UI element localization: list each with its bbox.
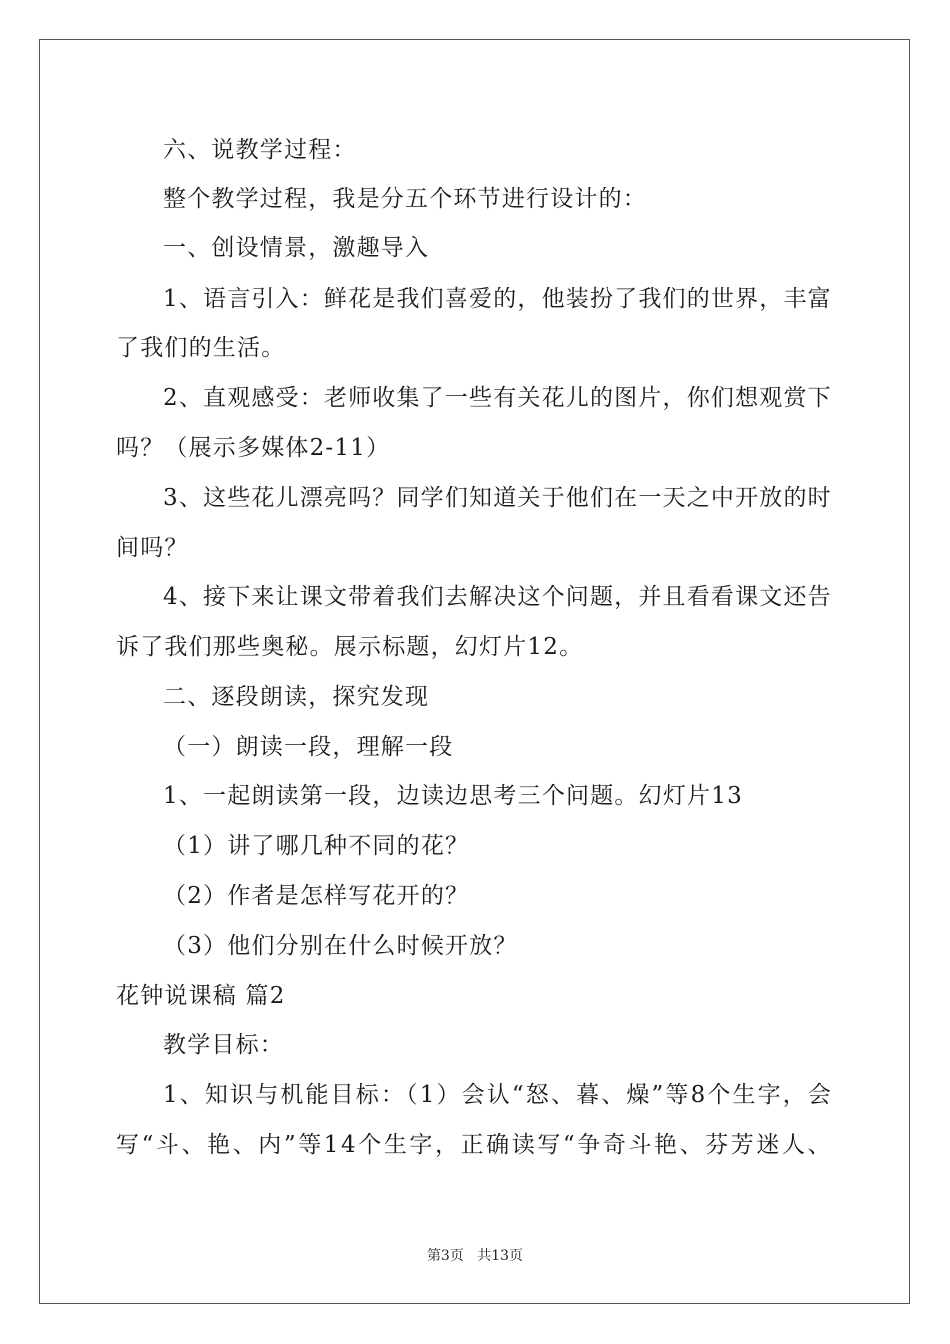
section-heading: 二、逐段朗读，探究发现 (163, 684, 430, 710)
text-line: 了我们的生活。 (116, 335, 286, 361)
text-line: 间吗？ (116, 535, 189, 561)
text-line: 3、这些花儿漂亮吗？同学们知道关于他们在一天之中开放的时 (163, 485, 832, 511)
subsection-heading: （一）朗读一段，理解一段 (163, 734, 454, 760)
text-line: 整个教学过程，我是分五个环节进行设计的： (163, 186, 647, 212)
text-line: 2、直观感受：老师收集了一些有关花儿的图片，你们想观赏下 (163, 385, 832, 411)
page-footer (0, 1247, 950, 1265)
text-line: 吗？（展示多媒体2-11） (116, 435, 391, 461)
text-line: 1、一起朗读第一段，边读边思考三个问题。幻灯片13 (163, 783, 743, 809)
text-line: 1、知识与机能目标：（1）会认“怒、暮、燥”等8个生字，会 (163, 1082, 834, 1108)
section-heading: 教学目标： (163, 1032, 284, 1058)
text-line: 4、接下来让课文带着我们去解决这个问题，并且看看课文还告 (163, 584, 832, 610)
text-line: 诉了我们那些奥秘。展示标题，幻灯片12。 (116, 634, 584, 660)
text-line: 六、说教学过程： (163, 137, 357, 163)
page-border (39, 39, 910, 1304)
section-heading: 一、创设情景，激趣导入 (163, 235, 430, 261)
question-item: （3）他们分别在什么时候开放？ (163, 933, 518, 959)
page-number: 第3页 (426, 1248, 464, 1264)
text-line: 写“斗、艳、内”等14个生字，正确读写“争奇斗艳、芬芳迷人、 (116, 1132, 834, 1158)
text-line: 1、语言引入：鲜花是我们喜爱的，他装扮了我们的世界，丰富 (163, 286, 832, 312)
total-pages: 共13页 (477, 1248, 524, 1264)
question-item: （1）讲了哪几种不同的花？ (163, 833, 470, 859)
question-item: （2）作者是怎样写花开的？ (163, 883, 470, 909)
article-title: 花钟说课稿 篇2 (116, 983, 286, 1009)
